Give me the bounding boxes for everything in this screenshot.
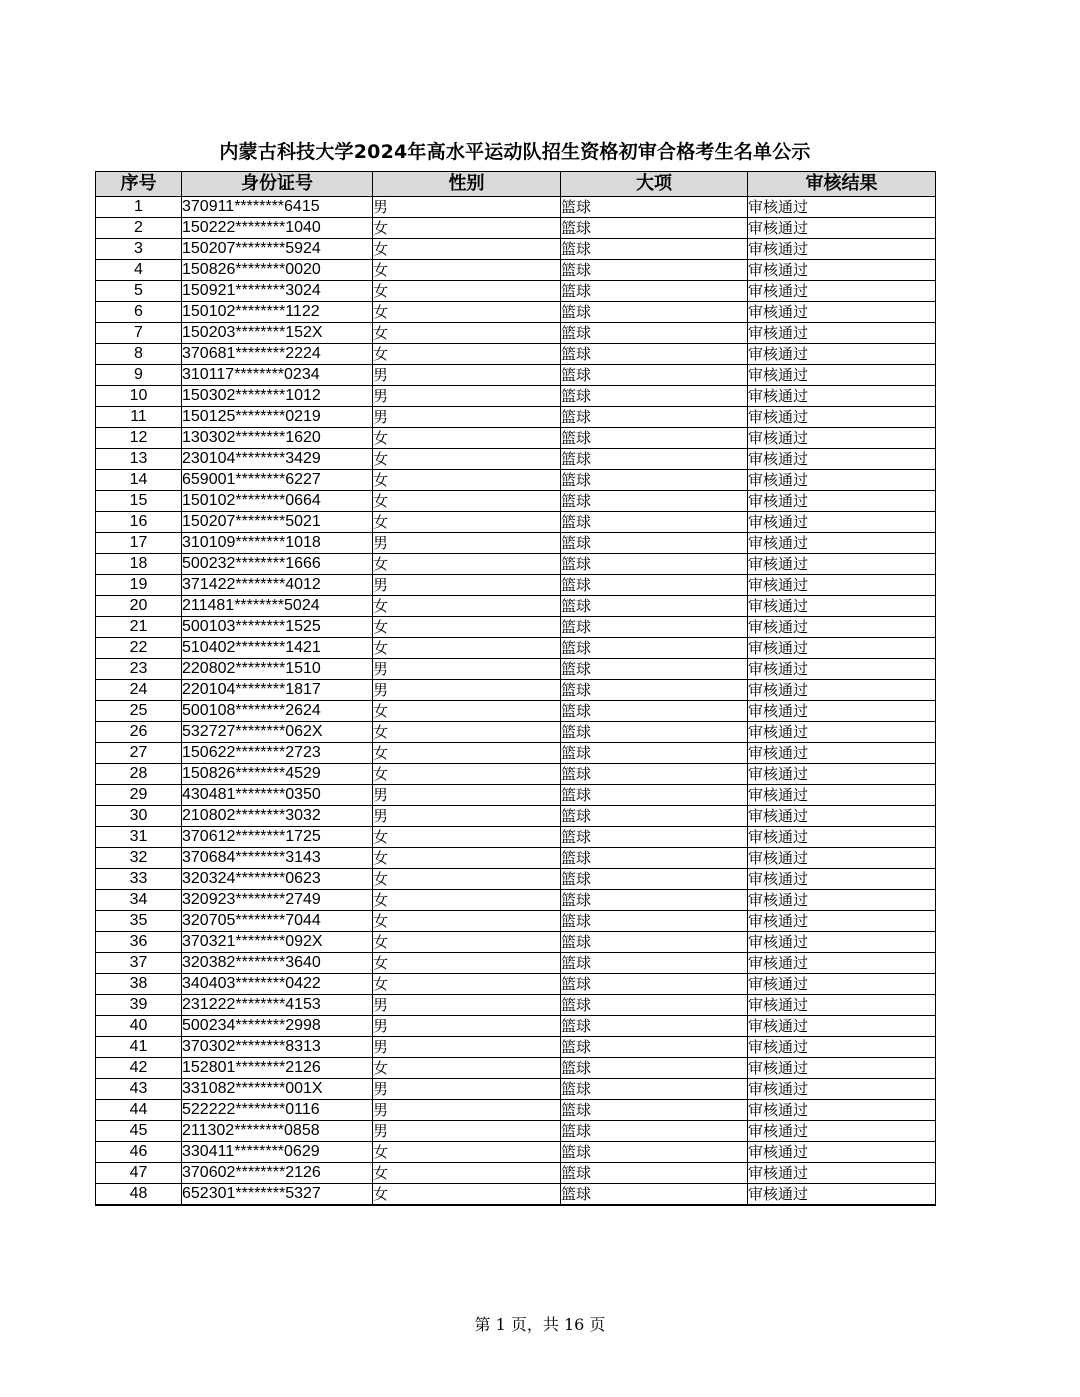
cell-id-number: 320705********7044 [182,911,373,932]
cell-sport: 篮球 [561,554,748,575]
cell-id-number: 371422********4012 [182,575,373,596]
cell-gender: 女 [373,827,561,848]
cell-result: 审核通过 [748,197,936,218]
table-row [96,743,936,764]
cell-sport: 篮球 [561,1163,748,1184]
candidate-table [95,171,936,1206]
cell-result: 审核通过 [748,1184,936,1206]
cell-seq: 47 [96,1163,182,1184]
cell-id-number: 150125********0219 [182,407,373,428]
cell-result: 审核通过 [748,869,936,890]
cell-result: 审核通过 [748,365,936,386]
cell-sport: 篮球 [561,764,748,785]
cell-sport: 篮球 [561,218,748,239]
cell-result: 审核通过 [748,995,936,1016]
cell-sport: 篮球 [561,386,748,407]
cell-seq: 20 [96,596,182,617]
cell-result: 审核通过 [748,512,936,533]
cell-id-number: 220104********1817 [182,680,373,701]
cell-result: 审核通过 [748,953,936,974]
cell-gender: 女 [373,848,561,869]
col-header-sport: 大项 [561,172,748,197]
cell-id-number: 532727********062X [182,722,373,743]
cell-sport: 篮球 [561,596,748,617]
cell-sport: 篮球 [561,869,748,890]
table-row [96,407,936,428]
cell-sport: 篮球 [561,470,748,491]
cell-sport: 篮球 [561,323,748,344]
cell-id-number: 230104********3429 [182,449,373,470]
cell-result: 审核通过 [748,1100,936,1121]
cell-seq: 8 [96,344,182,365]
cell-sport: 篮球 [561,995,748,1016]
cell-gender: 男 [373,1121,561,1142]
cell-sport: 篮球 [561,449,748,470]
cell-sport: 篮球 [561,617,748,638]
cell-seq: 45 [96,1121,182,1142]
cell-id-number: 370681********2224 [182,344,373,365]
table-row [96,974,936,995]
cell-seq: 23 [96,659,182,680]
cell-gender: 女 [373,596,561,617]
cell-id-number: 150302********1012 [182,386,373,407]
cell-seq: 17 [96,533,182,554]
table-row [96,953,936,974]
cell-id-number: 500234********2998 [182,1016,373,1037]
cell-gender: 女 [373,1163,561,1184]
cell-sport: 篮球 [561,1142,748,1163]
table-row [96,827,936,848]
cell-result: 审核通过 [748,617,936,638]
cell-gender: 女 [373,428,561,449]
cell-id-number: 220802********1510 [182,659,373,680]
table-row [96,386,936,407]
cell-seq: 34 [96,890,182,911]
cell-seq: 37 [96,953,182,974]
table-row [96,596,936,617]
cell-id-number: 211302********0858 [182,1121,373,1142]
table-row [96,1121,936,1142]
cell-result: 审核通过 [748,1079,936,1100]
table-row [96,1184,936,1206]
cell-seq: 5 [96,281,182,302]
cell-id-number: 150826********4529 [182,764,373,785]
cell-id-number: 150203********152X [182,323,373,344]
cell-gender: 女 [373,974,561,995]
cell-seq: 14 [96,470,182,491]
table-row [96,932,936,953]
table-row [96,281,936,302]
table-row [96,302,936,323]
cell-seq: 7 [96,323,182,344]
cell-result: 审核通过 [748,323,936,344]
cell-gender: 男 [373,197,561,218]
cell-result: 审核通过 [748,449,936,470]
cell-gender: 男 [373,680,561,701]
cell-result: 审核通过 [748,806,936,827]
cell-seq: 27 [96,743,182,764]
cell-seq: 4 [96,260,182,281]
cell-gender: 女 [373,890,561,911]
cell-id-number: 150102********0664 [182,491,373,512]
col-header-result: 审核结果 [748,172,936,197]
cell-result: 审核通过 [748,260,936,281]
table-row [96,533,936,554]
cell-seq: 39 [96,995,182,1016]
cell-gender: 男 [373,407,561,428]
cell-result: 审核通过 [748,575,936,596]
cell-seq: 28 [96,764,182,785]
cell-id-number: 310109********1018 [182,533,373,554]
cell-id-number: 150207********5021 [182,512,373,533]
table-row [96,1037,936,1058]
cell-sport: 篮球 [561,428,748,449]
cell-id-number: 652301********5327 [182,1184,373,1206]
cell-gender: 男 [373,1016,561,1037]
cell-id-number: 320324********0623 [182,869,373,890]
cell-gender: 男 [373,386,561,407]
table-row [96,911,936,932]
cell-result: 审核通过 [748,764,936,785]
cell-gender: 女 [373,218,561,239]
cell-result: 审核通过 [748,386,936,407]
cell-sport: 篮球 [561,974,748,995]
cell-result: 审核通过 [748,533,936,554]
cell-gender: 男 [373,1100,561,1121]
cell-gender: 女 [373,722,561,743]
cell-seq: 46 [96,1142,182,1163]
cell-id-number: 370911********6415 [182,197,373,218]
cell-gender: 女 [373,764,561,785]
cell-gender: 女 [373,701,561,722]
table-row [96,260,936,281]
cell-sport: 篮球 [561,638,748,659]
cell-sport: 篮球 [561,743,748,764]
cell-sport: 篮球 [561,827,748,848]
cell-id-number: 510402********1421 [182,638,373,659]
cell-result: 审核通过 [748,890,936,911]
cell-sport: 篮球 [561,281,748,302]
col-header-id-number: 身份证号 [182,172,373,197]
cell-seq: 3 [96,239,182,260]
cell-seq: 2 [96,218,182,239]
table-row [96,1142,936,1163]
cell-id-number: 320923********2749 [182,890,373,911]
cell-seq: 15 [96,491,182,512]
cell-id-number: 152801********2126 [182,1058,373,1079]
cell-seq: 41 [96,1037,182,1058]
cell-result: 审核通过 [748,428,936,449]
cell-seq: 11 [96,407,182,428]
table-row [96,722,936,743]
cell-sport: 篮球 [561,512,748,533]
cell-seq: 36 [96,932,182,953]
cell-result: 审核通过 [748,1016,936,1037]
table-row [96,785,936,806]
cell-sport: 篮球 [561,953,748,974]
table-row [96,869,936,890]
cell-seq: 48 [96,1184,182,1206]
cell-id-number: 320382********3640 [182,953,373,974]
cell-sport: 篮球 [561,1037,748,1058]
cell-result: 审核通过 [748,638,936,659]
cell-result: 审核通过 [748,911,936,932]
cell-gender: 男 [373,533,561,554]
cell-seq: 26 [96,722,182,743]
table-row [96,197,936,218]
table-row [96,365,936,386]
cell-result: 审核通过 [748,701,936,722]
cell-result: 审核通过 [748,1037,936,1058]
cell-seq: 32 [96,848,182,869]
cell-seq: 18 [96,554,182,575]
cell-result: 审核通过 [748,218,936,239]
cell-sport: 篮球 [561,197,748,218]
cell-gender: 女 [373,302,561,323]
cell-gender: 男 [373,806,561,827]
table-row [96,995,936,1016]
cell-seq: 33 [96,869,182,890]
cell-id-number: 370612********1725 [182,827,373,848]
cell-id-number: 150622********2723 [182,743,373,764]
cell-id-number: 659001********6227 [182,470,373,491]
cell-sport: 篮球 [561,806,748,827]
cell-seq: 9 [96,365,182,386]
table-row [96,470,936,491]
cell-seq: 35 [96,911,182,932]
cell-sport: 篮球 [561,1121,748,1142]
cell-gender: 女 [373,869,561,890]
cell-sport: 篮球 [561,302,748,323]
cell-seq: 6 [96,302,182,323]
cell-result: 审核通过 [748,722,936,743]
cell-sport: 篮球 [561,659,748,680]
cell-seq: 44 [96,1100,182,1121]
cell-gender: 女 [373,1142,561,1163]
cell-seq: 31 [96,827,182,848]
cell-result: 审核通过 [748,239,936,260]
table-row [96,512,936,533]
cell-sport: 篮球 [561,701,748,722]
cell-seq: 22 [96,638,182,659]
cell-gender: 男 [373,575,561,596]
cell-gender: 女 [373,239,561,260]
cell-gender: 女 [373,323,561,344]
table-body [96,197,936,1206]
table-row [96,848,936,869]
cell-sport: 篮球 [561,491,748,512]
cell-sport: 篮球 [561,1079,748,1100]
cell-id-number: 370321********092X [182,932,373,953]
cell-id-number: 500103********1525 [182,617,373,638]
cell-result: 审核通过 [748,407,936,428]
cell-id-number: 150921********3024 [182,281,373,302]
cell-seq: 19 [96,575,182,596]
table-header-row [96,172,936,197]
cell-result: 审核通过 [748,1142,936,1163]
table-row [96,323,936,344]
cell-id-number: 370684********3143 [182,848,373,869]
cell-seq: 43 [96,1079,182,1100]
cell-sport: 篮球 [561,1100,748,1121]
cell-sport: 篮球 [561,680,748,701]
cell-sport: 篮球 [561,239,748,260]
table-row [96,554,936,575]
cell-id-number: 211481********5024 [182,596,373,617]
cell-gender: 女 [373,554,561,575]
table-row [96,1100,936,1121]
cell-result: 审核通过 [748,680,936,701]
table-row [96,428,936,449]
cell-result: 审核通过 [748,659,936,680]
cell-seq: 25 [96,701,182,722]
table-row [96,575,936,596]
cell-gender: 女 [373,743,561,764]
cell-id-number: 130302********1620 [182,428,373,449]
table-row [96,701,936,722]
cell-seq: 24 [96,680,182,701]
cell-result: 审核通过 [748,1121,936,1142]
cell-gender: 女 [373,344,561,365]
cell-gender: 女 [373,512,561,533]
cell-id-number: 522222********0116 [182,1100,373,1121]
cell-id-number: 150207********5924 [182,239,373,260]
cell-id-number: 231222********4153 [182,995,373,1016]
cell-gender: 女 [373,638,561,659]
cell-sport: 篮球 [561,1058,748,1079]
cell-seq: 12 [96,428,182,449]
table-row [96,239,936,260]
cell-gender: 女 [373,1184,561,1206]
cell-sport: 篮球 [561,260,748,281]
cell-sport: 篮球 [561,1184,748,1206]
cell-seq: 38 [96,974,182,995]
cell-id-number: 330411********0629 [182,1142,373,1163]
cell-result: 审核通过 [748,1163,936,1184]
cell-gender: 女 [373,1058,561,1079]
cell-gender: 女 [373,932,561,953]
table-row [96,449,936,470]
cell-gender: 男 [373,1037,561,1058]
table-row [96,1016,936,1037]
table-row [96,659,936,680]
cell-result: 审核通过 [748,974,936,995]
cell-id-number: 150826********0020 [182,260,373,281]
table-row [96,890,936,911]
table-row [96,680,936,701]
cell-gender: 男 [373,365,561,386]
cell-gender: 女 [373,260,561,281]
cell-sport: 篮球 [561,533,748,554]
table-row [96,491,936,512]
cell-sport: 篮球 [561,848,748,869]
cell-result: 审核通过 [748,470,936,491]
cell-id-number: 331082********001X [182,1079,373,1100]
cell-gender: 男 [373,1079,561,1100]
table-row [96,617,936,638]
cell-gender: 女 [373,617,561,638]
table-row [96,1058,936,1079]
cell-result: 审核通过 [748,344,936,365]
cell-id-number: 150222********1040 [182,218,373,239]
cell-gender: 女 [373,911,561,932]
cell-sport: 篮球 [561,575,748,596]
cell-sport: 篮球 [561,911,748,932]
cell-gender: 女 [373,449,561,470]
cell-seq: 40 [96,1016,182,1037]
cell-result: 审核通过 [748,281,936,302]
table-row [96,806,936,827]
cell-sport: 篮球 [561,344,748,365]
cell-seq: 21 [96,617,182,638]
cell-id-number: 340403********0422 [182,974,373,995]
table-row [96,344,936,365]
cell-seq: 29 [96,785,182,806]
cell-result: 审核通过 [748,1058,936,1079]
cell-id-number: 500232********1666 [182,554,373,575]
cell-gender: 女 [373,953,561,974]
cell-result: 审核通过 [748,554,936,575]
cell-id-number: 500108********2624 [182,701,373,722]
cell-result: 审核通过 [748,743,936,764]
cell-gender: 女 [373,281,561,302]
cell-id-number: 150102********1122 [182,302,373,323]
cell-gender: 男 [373,995,561,1016]
table-row [96,1163,936,1184]
cell-sport: 篮球 [561,1016,748,1037]
cell-result: 审核通过 [748,785,936,806]
cell-id-number: 210802********3032 [182,806,373,827]
cell-gender: 男 [373,785,561,806]
table-row [96,638,936,659]
cell-seq: 1 [96,197,182,218]
col-header-seq: 序号 [96,172,182,197]
cell-sport: 篮球 [561,722,748,743]
cell-seq: 10 [96,386,182,407]
cell-id-number: 370302********8313 [182,1037,373,1058]
page-footer: 第 1 页，共 16 页 [474,1315,606,1334]
cell-seq: 30 [96,806,182,827]
cell-result: 审核通过 [748,491,936,512]
document-title: 内蒙古科技大学2024年高水平运动队招生资格初审合格考生名单公示 [219,141,811,163]
cell-gender: 男 [373,659,561,680]
cell-sport: 篮球 [561,890,748,911]
cell-result: 审核通过 [748,596,936,617]
table-row [96,764,936,785]
cell-sport: 篮球 [561,785,748,806]
cell-gender: 女 [373,470,561,491]
cell-result: 审核通过 [748,827,936,848]
cell-id-number: 430481********0350 [182,785,373,806]
table-row [96,1079,936,1100]
cell-sport: 篮球 [561,407,748,428]
table-row [96,218,936,239]
cell-result: 审核通过 [748,932,936,953]
cell-result: 审核通过 [748,848,936,869]
cell-sport: 篮球 [561,932,748,953]
cell-seq: 16 [96,512,182,533]
cell-result: 审核通过 [748,302,936,323]
cell-id-number: 310117********0234 [182,365,373,386]
cell-id-number: 370602********2126 [182,1163,373,1184]
cell-seq: 13 [96,449,182,470]
cell-sport: 篮球 [561,365,748,386]
cell-gender: 女 [373,491,561,512]
col-header-gender: 性别 [373,172,561,197]
cell-seq: 42 [96,1058,182,1079]
